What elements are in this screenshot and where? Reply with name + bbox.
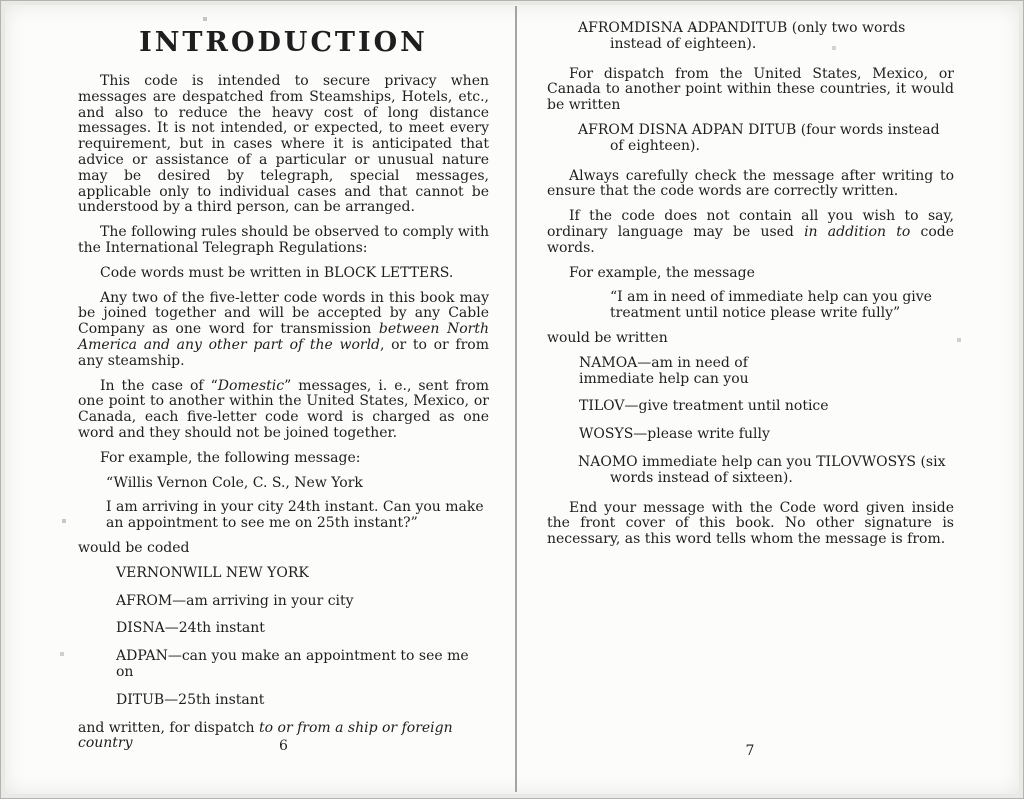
would-be-coded-line: would be coded bbox=[78, 539, 190, 556]
paragraph-block-letters: Code words must be written in BLOCK LETTERS. bbox=[100, 264, 454, 281]
text-segment: Any two of the five-letter code words in this book may be joined together and will be accepted by any Cable Company as one word for transmission bbox=[78, 289, 489, 338]
paragraph-rules: The following rules should be observed to comply with the International Telegraph Regulations: bbox=[78, 224, 489, 256]
example-message-quote: “I am in need of immediate help can you give treatment until notice please write fully” bbox=[610, 289, 932, 322]
text-segment: , or to or from any steamship. bbox=[78, 336, 489, 369]
code-line: NAMOA—am in need of bbox=[579, 354, 748, 371]
page-number-left: 6 bbox=[279, 738, 288, 754]
code-line: DISNA—24th instant bbox=[116, 620, 265, 637]
code-line-separated: AFROM DISNA ADPAN DITUB (four words instead of eighteen). bbox=[578, 121, 940, 154]
paragraph-ordinary-language bbox=[547, 209, 954, 256]
page-gutter-line bbox=[515, 6, 517, 792]
code-line: AFROM—am arriving in your city bbox=[116, 592, 354, 609]
code-line: WOSYS—please write fully bbox=[579, 426, 770, 443]
code-line-continuation: immediate help can you bbox=[579, 370, 749, 387]
page-title: INTRODUCTION bbox=[139, 27, 428, 58]
text-segment: and written, for dispatch bbox=[78, 719, 260, 736]
paragraph-example-lead: For example, the message bbox=[569, 264, 755, 281]
code-line-joined: NAOMO immediate help can you TILOVWOSYS (six words instead of sixteen). bbox=[578, 453, 946, 486]
text-segment-italic: to or from a ship or foreign country bbox=[78, 719, 453, 752]
paragraph-intro: This code is intended to secure privacy when messages are despatched from Steamships, Hotels, etc., and also to reduce the heavy cost of long distance messages. It is not intended, or expected, to meet every requirement, but in cases where it is anticipated that advice or assistance of a particular or unusual nature may be desired by telegraph, special messages, applicable only to individual cases and that cannot be understood by a third person, can be arranged. bbox=[78, 73, 489, 216]
paragraph-domestic bbox=[78, 379, 489, 442]
page-number-right: 7 bbox=[745, 743, 755, 759]
text-segment: In the case of “ bbox=[100, 377, 218, 394]
paragraph-signature: End your message with the Code word given inside the front cover of this book. No other signature is necessary, as this word tells whom the message is from. bbox=[547, 499, 954, 548]
text-segment: ” messages, i. e., sent from one point to another within the United States, Mexico, or Canada, each five-letter code word is charged as one word and they should not be joined together. bbox=[78, 377, 490, 441]
code-line: ADPAN—can you make an appointment to see me on bbox=[116, 648, 469, 680]
paragraph-example-lead: For example, the following message: bbox=[100, 449, 361, 466]
paragraph-joining bbox=[78, 291, 489, 370]
would-be-written-line: would be written bbox=[547, 329, 668, 346]
scan-speckles bbox=[1, 1, 3, 3]
code-line: DITUB—25th instant bbox=[116, 691, 265, 708]
code-line-joined: AFROMDISNA ADPANDITUB (only two words instead of eighteen). bbox=[578, 20, 906, 52]
code-line: VERNONWILL NEW YORK bbox=[116, 564, 309, 581]
text-segment-italic: Domestic bbox=[217, 377, 285, 394]
text-segment: code words. bbox=[547, 223, 954, 256]
page-right bbox=[547, 21, 954, 557]
page-left bbox=[78, 25, 489, 761]
paragraph-domestic-dispatch: For dispatch from the United States, Mexico, or Canada to another point within these countries, it would be written bbox=[547, 65, 954, 114]
text-segment-italic: between North America and any other part of the world bbox=[78, 321, 489, 353]
code-line: TILOV—give treatment until notice bbox=[579, 398, 829, 415]
text-segment: If the code does not contain all you wish to say, ordinary language may be used bbox=[547, 208, 954, 240]
paragraph-check-message: Always carefully check the message after writing to ensure that the code words are correctly written. bbox=[547, 167, 954, 200]
text-segment-italic: in addition to bbox=[804, 223, 911, 240]
example-message-address: “Willis Vernon Cole, C. S., New York bbox=[106, 474, 363, 491]
example-message-body: I am arriving in your city 24th instant. Can you make an appointment to see me on 25th instant?” bbox=[106, 499, 484, 532]
